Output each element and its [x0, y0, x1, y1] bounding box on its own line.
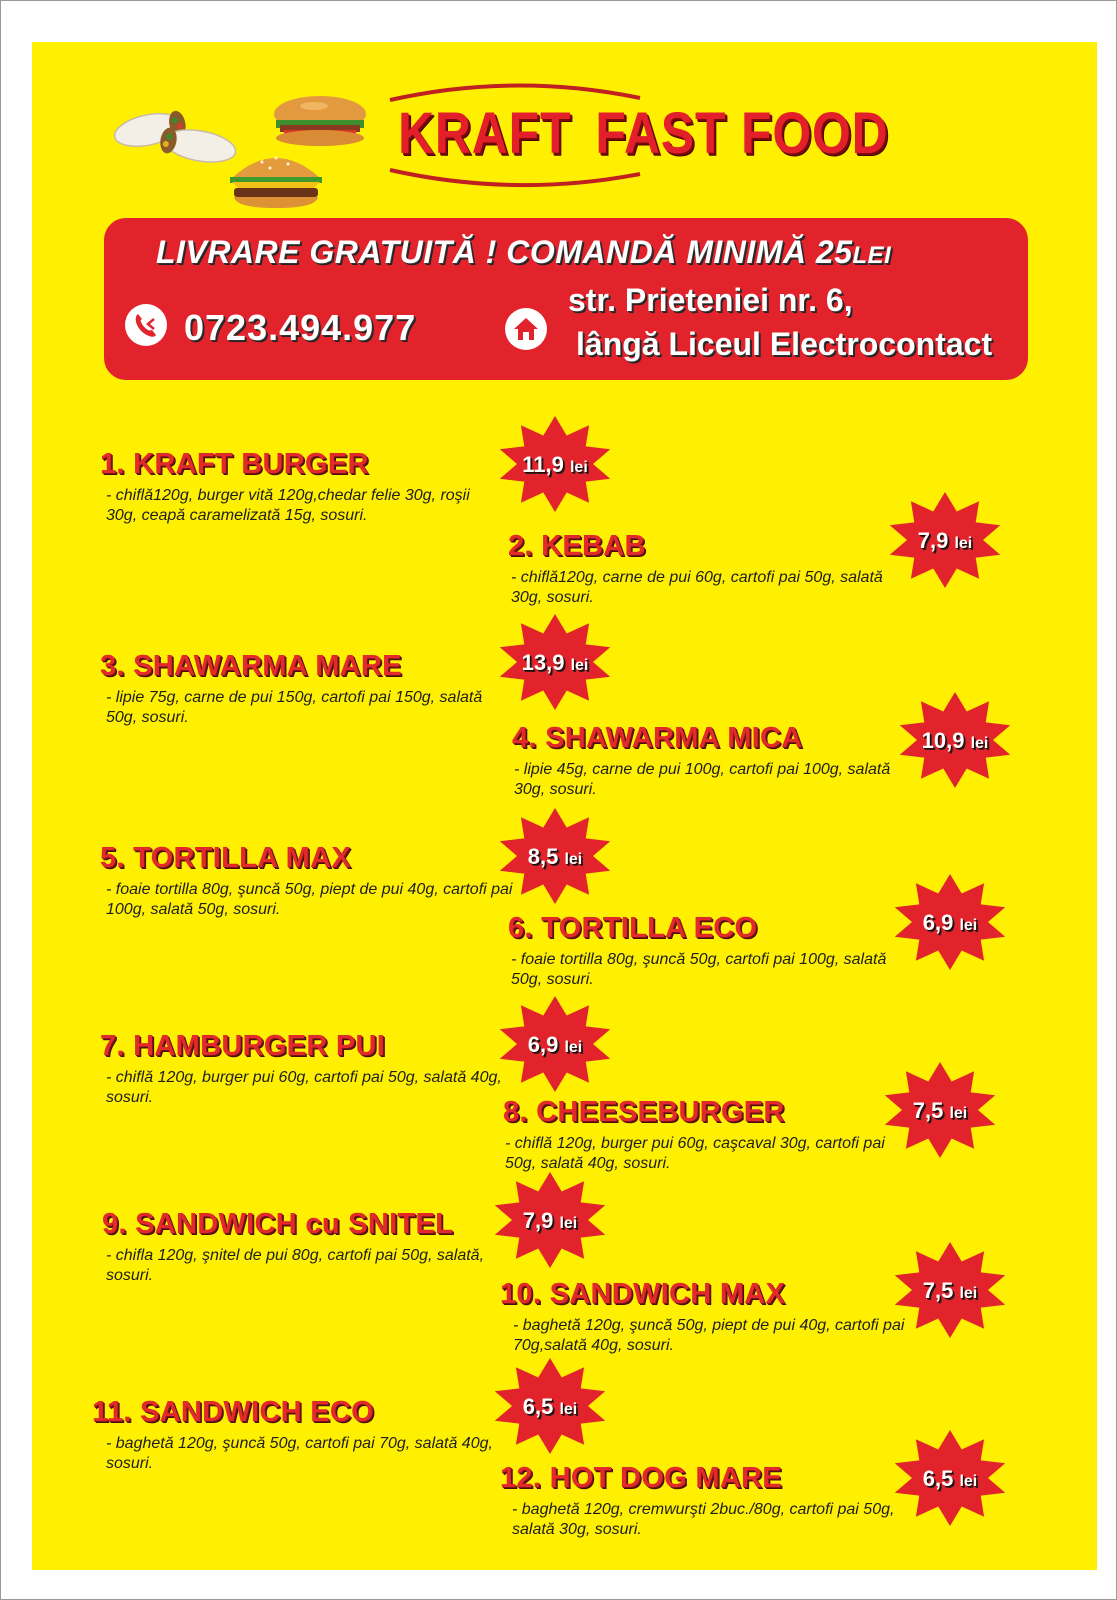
- item-description: - chiflă 120g, burger pui 60g, cartofi pai 50g, salată 40g, sosuri.: [106, 1069, 502, 1106]
- item-description: - foaie tortilla 80g, şuncă 50g, piept de pui 40g, cartofi pai 100g, salată 50g, sosuri.: [106, 881, 513, 918]
- price-unit: lei: [949, 1105, 968, 1122]
- promo-main: LIVRARE GRATUITĂ ! COMANDĂ MINIMĂ 25: [156, 234, 853, 270]
- item-name: 4. SHAWARMA MICA: [512, 722, 803, 754]
- item-name: 7. HAMBURGER PUI: [100, 1030, 386, 1062]
- price-unit: lei: [959, 1473, 978, 1490]
- item-description: - chiflă120g, burger vită 120g,chedar felie 30g, roşii 30g, ceapă caramelizată 15g, sosuri.: [106, 487, 470, 524]
- item-name: 11. SANDWICH ECO: [92, 1396, 374, 1428]
- item-name: 9. SANDWICH cu SNITEL: [102, 1208, 454, 1240]
- phone-icon: [124, 303, 168, 347]
- price-unit: lei: [954, 535, 973, 552]
- price-label: [490, 1208, 610, 1234]
- item-name: 5. TORTILLA MAX: [100, 842, 351, 874]
- price-label: [495, 1032, 615, 1058]
- price-value: 7,5: [922, 1278, 954, 1303]
- item-name: 6. TORTILLA ECO: [508, 912, 758, 944]
- price-unit: lei: [559, 1401, 578, 1418]
- wrap-food-icon: [108, 100, 243, 170]
- price-label: [880, 1098, 1000, 1124]
- item-description: - foaie tortilla 80g, şuncă 50g, cartofi pai 100g, salată 50g, sosuri.: [511, 951, 887, 988]
- burger-icon: [226, 146, 326, 212]
- price-value: 7,9: [522, 1208, 554, 1233]
- price-label: [890, 1278, 1010, 1304]
- price-value: 11,9: [522, 452, 564, 477]
- item-name: 10. SANDWICH MAX: [500, 1278, 786, 1310]
- price-unit: lei: [570, 657, 589, 674]
- brand-title-part1: KRAFT: [398, 101, 572, 166]
- sandwich-icon: [270, 92, 370, 148]
- price-label: [490, 1394, 610, 1420]
- price-unit: lei: [970, 735, 989, 752]
- price-label: [495, 452, 615, 478]
- item-description: - chiflă 120g, burger pui 60g, caşcaval 30g, cartofi pai 50g, salată 40g, sosuri.: [505, 1135, 885, 1172]
- item-name: 1. KRAFT BURGER: [100, 448, 369, 480]
- item-description: - lipie 75g, carne de pui 150g, cartofi pai 150g, salată 50g, sosuri.: [106, 689, 483, 726]
- address-line-1: str. Prieteniei nr. 6,: [568, 282, 853, 318]
- price-label: [495, 650, 615, 676]
- item-name: 12. HOT DOG MARE: [500, 1462, 782, 1494]
- promo-unit: LEI: [852, 242, 892, 269]
- price-value: 6,9: [922, 910, 954, 935]
- price-unit: lei: [959, 1285, 978, 1302]
- price-unit: lei: [559, 1215, 578, 1232]
- price-label: [890, 1466, 1010, 1492]
- price-value: 6,9: [527, 1032, 559, 1057]
- item-description: - baghetă 120g, şuncă 50g, cartofi pai 70g, salată 40g, sosuri.: [106, 1435, 493, 1472]
- price-label: [895, 728, 1015, 754]
- price-unit: lei: [569, 459, 588, 476]
- item-description: - baghetă 120g, cremwurşti 2buc./80g, cartofi pai 50g, salată 30g, sosuri.: [512, 1501, 895, 1538]
- price-value: 6,5: [922, 1466, 954, 1491]
- price-value: 13,9: [521, 650, 565, 675]
- promo-text: [156, 234, 891, 271]
- price-value: 8,5: [527, 844, 559, 869]
- item-name: 3. SHAWARMA MARE: [100, 650, 402, 682]
- price-value: 10,9: [921, 728, 965, 753]
- home-icon: [504, 307, 548, 351]
- item-description: - chiflă120g, carne de pui 60g, cartofi pai 50g, salată 30g, sosuri.: [511, 569, 883, 606]
- price-label: [495, 844, 615, 870]
- price-unit: lei: [564, 851, 583, 868]
- brand-title-part2: FAST FOOD: [595, 101, 889, 166]
- address-line-2: lângă Liceul Electrocontact: [576, 326, 993, 362]
- item-name: 8. CHEESEBURGER: [503, 1096, 785, 1128]
- price-value: 6,5: [522, 1394, 554, 1419]
- item-description: - lipie 45g, carne de pui 100g, cartofi pai 100g, salată 30g, sosuri.: [514, 761, 891, 798]
- item-description: - baghetă 120g, şuncă 50g, piept de pui 40g, cartofi pai 70g,salată 40g, sosuri.: [513, 1317, 905, 1354]
- price-unit: lei: [564, 1039, 583, 1056]
- price-unit: lei: [959, 917, 978, 934]
- item-description: - chifla 120g, şnitel de pui 80g, cartofi pai 50g, salată, sosuri.: [106, 1247, 485, 1284]
- phone-number: 0723.494.977: [184, 307, 417, 348]
- item-name: 2. KEBAB: [508, 530, 646, 562]
- brand-title: [398, 100, 889, 167]
- price-value: 7,9: [917, 528, 949, 553]
- price-label: [890, 910, 1010, 936]
- price-label: [885, 528, 1005, 554]
- price-value: 7,5: [912, 1098, 944, 1123]
